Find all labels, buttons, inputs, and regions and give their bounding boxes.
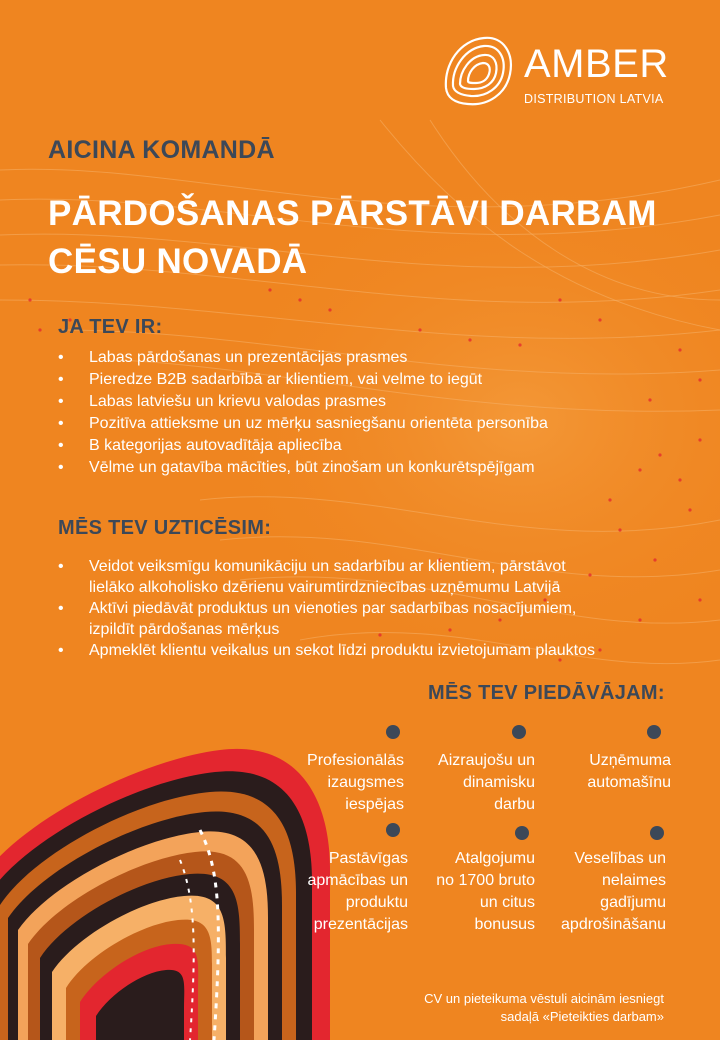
offer-line: automašīnu bbox=[587, 774, 671, 791]
offer-line: prezentācijas bbox=[313, 916, 408, 933]
list-item bbox=[58, 556, 708, 598]
page-title-line-2: CĒSU NOVADĀ bbox=[48, 242, 308, 281]
offer-line: Pastāvīgas bbox=[328, 850, 408, 867]
offer-bullet-dot bbox=[647, 725, 661, 739]
offer-item-company-car bbox=[587, 750, 671, 794]
page-title bbox=[48, 190, 708, 286]
amber-concentric-logo-icon bbox=[440, 34, 516, 110]
offer-bullet-dot bbox=[512, 725, 526, 739]
list-item-line: lielāko alkoholisko dzērienu vairumtirdzniecības uzņēmumu Latvijā bbox=[89, 579, 561, 596]
offer-line: Profesionālās bbox=[307, 752, 404, 769]
requirements-title: JA TEV IR: bbox=[58, 316, 163, 338]
offer-line: Atalgojumu bbox=[454, 850, 535, 867]
offer-line: iespējas bbox=[345, 796, 404, 813]
kicker-heading: AICINA KOMANDĀ bbox=[48, 136, 275, 164]
trust-list bbox=[58, 556, 708, 661]
offer-bullet-dot bbox=[386, 823, 400, 837]
list-item: • Pieredze B2B sadarbībā ar klientiem, vai velme to iegūt bbox=[58, 369, 548, 391]
offer-item-dynamic-work bbox=[438, 750, 535, 816]
offer-line: no 1700 bruto bbox=[436, 872, 535, 889]
offers-title: MĒS TEV PIEDĀVĀJAM: bbox=[428, 682, 665, 704]
trust-title: MĒS TEV UZTICĒSIM: bbox=[58, 517, 272, 539]
offer-line: Veselības un bbox=[574, 850, 666, 867]
offer-line: apdrošināšanu bbox=[561, 916, 666, 933]
offer-bullet-dot bbox=[515, 826, 529, 840]
offer-line: nelaimes bbox=[601, 872, 666, 889]
page-title-line-1: PĀRDOŠANAS PĀRSTĀVI DARBAM bbox=[48, 194, 657, 233]
list-item bbox=[58, 640, 708, 661]
offer-item-salary bbox=[436, 848, 535, 936]
list-item: • B kategorijas autovadītāja apliecība bbox=[58, 435, 548, 457]
offer-item-insurance bbox=[561, 848, 666, 936]
application-note-line-2: sadaļā «Pieteikties darbam» bbox=[500, 1009, 664, 1024]
list-item-line: • Veidot veiksmīgu komunikāciju un sadarbību ar klientiem, pārstāvot bbox=[89, 558, 566, 575]
list-item: • Vēlme un gatavība mācīties, būt zinošam un konkurētspējīgam bbox=[58, 457, 548, 479]
brand-subtitle: DISTRIBUTION LATVIA bbox=[524, 92, 664, 106]
list-item-line: • Apmeklēt klientu veikalus un sekot līdzi produktu izvietojumam plauktos bbox=[89, 642, 596, 659]
application-note-line-1: CV un pieteikuma vēstuli aicinām iesniegt bbox=[424, 991, 664, 1006]
offer-bullet-dot bbox=[650, 826, 664, 840]
offer-line: un citus bbox=[479, 894, 535, 911]
offer-bullet-dot bbox=[386, 725, 400, 739]
list-item bbox=[58, 598, 708, 640]
list-item-line: izpildīt pārdošanas mērķus bbox=[89, 621, 280, 638]
brand-logo bbox=[440, 34, 680, 110]
application-note bbox=[424, 990, 664, 1026]
offer-line: bonusus bbox=[474, 916, 535, 933]
offer-line: dinamisku bbox=[462, 774, 535, 791]
offer-line: apmācības un bbox=[307, 872, 408, 889]
requirements-list bbox=[58, 347, 548, 479]
list-item: • Labas pārdošanas un prezentācijas prasmes bbox=[58, 347, 548, 369]
brand-name: AMBER bbox=[524, 42, 669, 86]
offer-line: Uzņēmuma bbox=[589, 752, 671, 769]
offer-item-growth bbox=[307, 750, 404, 816]
offer-line: produktu bbox=[345, 894, 408, 911]
list-item: • Pozitīva attieksme un uz mērķu sasniegšanu orientēta personība bbox=[58, 413, 548, 435]
offer-line: darbu bbox=[494, 796, 535, 813]
list-item: • Labas latviešu un krievu valodas prasmes bbox=[58, 391, 548, 413]
offer-line: gadījumu bbox=[600, 894, 666, 911]
offer-item-training bbox=[307, 848, 408, 936]
list-item-line: • Aktīvi piedāvāt produktus un vienoties par sadarbības nosacījumiem, bbox=[89, 600, 577, 617]
offer-line: izaugsmes bbox=[327, 774, 404, 791]
offer-line: Aizraujošu un bbox=[438, 752, 535, 769]
